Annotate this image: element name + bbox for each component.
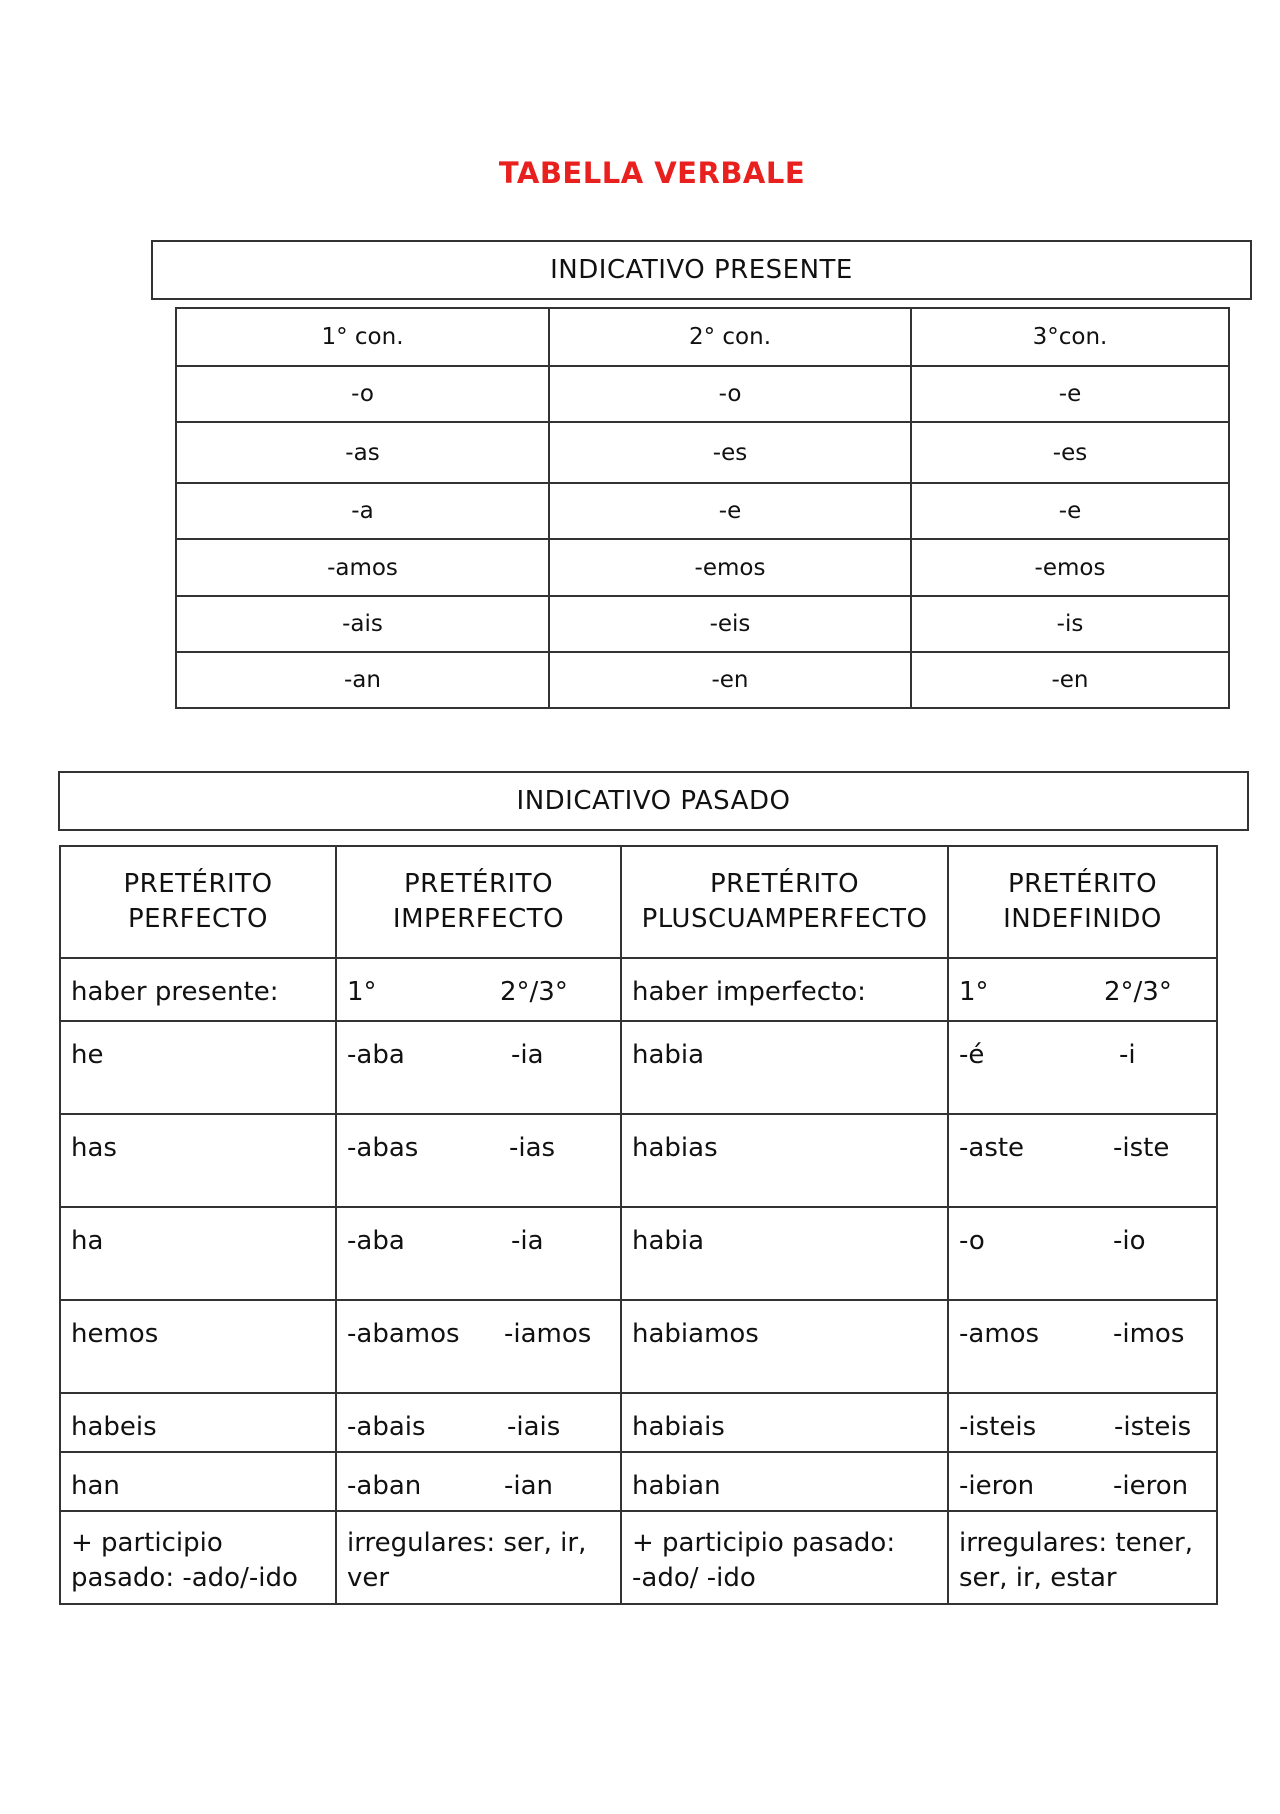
pasado-cell [948, 1021, 1217, 1114]
presente-table [175, 307, 1230, 709]
pasado-cell [948, 1300, 1217, 1393]
presente-row [176, 539, 1229, 596]
header-line: PERFECTO [127, 904, 269, 934]
pasado-cell: habia [621, 1207, 948, 1300]
ending-second: -iste [1113, 1133, 1170, 1163]
presente-cell: -e [911, 366, 1229, 422]
presente-cell: -es [911, 422, 1229, 483]
footer-line: ser, ir, estar [959, 1563, 1117, 1593]
presente-cell: -eis [549, 596, 911, 652]
pasado-cell [948, 1452, 1217, 1511]
ending-first: -é [959, 1040, 985, 1070]
header-line: PRETÉRITO [403, 869, 554, 899]
presente-cell: -e [549, 483, 911, 539]
pasado-cell: habian [621, 1452, 948, 1511]
footer-line: + participio pasado: [632, 1528, 896, 1558]
ending-first: -ieron [959, 1471, 1035, 1501]
pasado-cell: hemos [60, 1300, 336, 1393]
pasado-cell [948, 958, 1217, 1021]
ending-first: -aba [347, 1040, 405, 1070]
ending-second: -i [1119, 1040, 1136, 1070]
pasado-cell: habia [621, 1021, 948, 1114]
pasado-header-row [60, 846, 1217, 958]
pasado-footer-cell [60, 1511, 336, 1604]
footer-line: pasado: -ado/-ido [71, 1563, 298, 1593]
pasado-cell [948, 1393, 1217, 1452]
ending-second: 2°/3° [1104, 977, 1172, 1007]
ending-second: -ian [504, 1471, 554, 1501]
header-line: IMPERFECTO [392, 904, 565, 934]
presente-header-cell: 1° con. [176, 308, 549, 366]
presente-cell: -amos [176, 539, 549, 596]
presente-row [176, 422, 1229, 483]
pasado-row [60, 958, 1217, 1021]
ending-second: -iamos [504, 1319, 592, 1349]
header-line: PRETÉRITO [123, 869, 273, 899]
ending-first: 1° [347, 977, 377, 1007]
pasado-cell [336, 1207, 621, 1300]
ending-first: -aste [959, 1133, 1025, 1163]
pasado-cell [336, 1452, 621, 1511]
pasado-cell [948, 1114, 1217, 1207]
pasado-cell [336, 1114, 621, 1207]
footer-line: ver [347, 1563, 390, 1593]
pasado-cell: has [60, 1114, 336, 1207]
pasado-cell: haber presente: [60, 958, 336, 1021]
pasado-heading-box: INDICATIVO PASADO [58, 771, 1249, 831]
presente-cell: -emos [911, 539, 1229, 596]
presente-cell: -as [176, 422, 549, 483]
pasado-cell: habiais [621, 1393, 948, 1452]
ending-first: -aba [347, 1226, 405, 1256]
ending-second: 2°/3° [500, 977, 568, 1007]
pasado-row [60, 1300, 1217, 1393]
pasado-row [60, 1114, 1217, 1207]
presente-cell: -o [176, 366, 549, 422]
pasado-cell [336, 1021, 621, 1114]
ending-second: -ias [509, 1133, 556, 1163]
presente-cell: -es [549, 422, 911, 483]
ending-first: -abais [347, 1412, 426, 1442]
presente-row [176, 483, 1229, 539]
ending-first: -aban [347, 1471, 422, 1501]
pasado-cell: ha [60, 1207, 336, 1300]
presente-row [176, 366, 1229, 422]
footer-line: irregulares: ser, ir, [347, 1528, 587, 1558]
ending-first: -abamos [347, 1319, 460, 1349]
pasado-cell: haber imperfecto: [621, 958, 948, 1021]
presente-row [176, 596, 1229, 652]
ending-first: 1° [959, 977, 989, 1007]
pasado-footer-cell [621, 1511, 948, 1604]
header-line: INDEFINIDO [1003, 904, 1162, 934]
pasado-cell [336, 1393, 621, 1452]
presente-cell: -e [911, 483, 1229, 539]
pasado-row [60, 1452, 1217, 1511]
footer-line: + participio [71, 1528, 223, 1558]
presente-heading-box: INDICATIVO PRESENTE [151, 240, 1252, 300]
presente-header-row [176, 308, 1229, 366]
presente-cell: -ais [176, 596, 549, 652]
presente-row [176, 652, 1229, 708]
presente-cell: -en [549, 652, 911, 708]
pasado-header-pluscuamperfecto [621, 846, 948, 958]
ending-first: -isteis [959, 1412, 1037, 1442]
ending-second: -ia [511, 1226, 544, 1256]
presente-cell: -an [176, 652, 549, 708]
presente-header-cell: 3°con. [911, 308, 1229, 366]
ending-second: -iais [507, 1412, 561, 1442]
ending-second: -ia [511, 1040, 544, 1070]
pasado-cell [336, 1300, 621, 1393]
ending-second: -ieron [1113, 1471, 1189, 1501]
presente-cell: -o [549, 366, 911, 422]
pasado-header-imperfecto [336, 846, 621, 958]
pasado-cell [336, 958, 621, 1021]
pasado-table [59, 845, 1218, 1605]
pasado-cell: habias [621, 1114, 948, 1207]
pasado-cell: habeis [60, 1393, 336, 1452]
pasado-footer-cell [948, 1511, 1217, 1604]
presente-cell: -emos [549, 539, 911, 596]
ending-first: -abas [347, 1133, 419, 1163]
pasado-cell: he [60, 1021, 336, 1114]
pasado-footer-cell [336, 1511, 621, 1604]
pasado-header-indefinido [948, 846, 1217, 958]
footer-line: -ado/ -ido [632, 1563, 756, 1593]
pasado-cell: han [60, 1452, 336, 1511]
presente-header-cell: 2° con. [549, 308, 911, 366]
header-line: PLUSCUAMPERFECTO [641, 904, 928, 934]
document-title: TABELLA VERBALE [498, 156, 806, 190]
pasado-header-perfecto [60, 846, 336, 958]
pasado-row [60, 1393, 1217, 1452]
header-line: PRETÉRITO [1007, 869, 1158, 899]
presente-cell: -en [911, 652, 1229, 708]
pasado-cell: habiamos [621, 1300, 948, 1393]
ending-first: -amos [959, 1319, 1040, 1349]
ending-second: -io [1113, 1226, 1146, 1256]
pasado-row [60, 1207, 1217, 1300]
ending-second: -imos [1113, 1319, 1185, 1349]
pasado-row [60, 1021, 1217, 1114]
presente-cell: -a [176, 483, 549, 539]
ending-second: -isteis [1114, 1412, 1192, 1442]
ending-first: -o [959, 1226, 985, 1256]
pasado-footer-row [60, 1511, 1217, 1604]
header-line: PRETÉRITO [709, 869, 860, 899]
pasado-cell [948, 1207, 1217, 1300]
presente-cell: -is [911, 596, 1229, 652]
footer-line: irregulares: tener, [959, 1528, 1194, 1558]
